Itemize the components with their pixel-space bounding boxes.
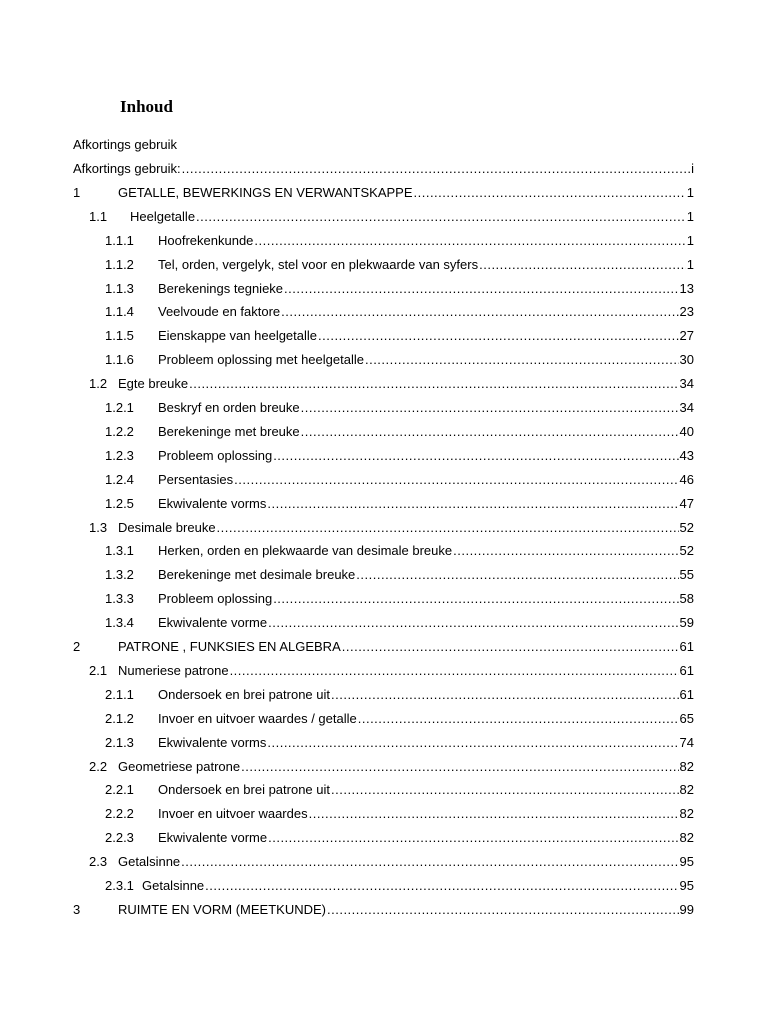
toc-entry-label: Afkortings gebruik: bbox=[73, 161, 181, 176]
toc-entry-page-number: 61 bbox=[679, 663, 694, 678]
toc-entry-label: Invoer en uitvoer waardes bbox=[158, 806, 308, 821]
toc-entry-number: 2.1.1 bbox=[105, 687, 134, 702]
dot-leader bbox=[327, 901, 679, 919]
dot-leader bbox=[273, 590, 678, 608]
toc-entry[interactable] bbox=[105, 399, 694, 417]
toc-entry-page-number: 23 bbox=[679, 304, 694, 319]
toc-entry-label: Getalsinne bbox=[118, 854, 181, 869]
toc-entry-label: Ekwivalente vorme bbox=[158, 615, 268, 630]
toc-entry-number: 1.3.4 bbox=[105, 615, 134, 630]
toc-entry-number: 2.3.1 bbox=[105, 878, 134, 893]
toc-entry[interactable] bbox=[89, 519, 694, 537]
toc-entry[interactable] bbox=[105, 351, 694, 369]
toc-entry-page-number: 43 bbox=[679, 448, 694, 463]
toc-entry-label: Hoofrekenkunde bbox=[158, 233, 254, 248]
toc-entry-number: 1.1.3 bbox=[105, 281, 134, 296]
dot-leader bbox=[318, 327, 679, 345]
toc-entry-page-number: 61 bbox=[679, 687, 694, 702]
toc-entry[interactable] bbox=[105, 829, 694, 847]
toc-entry-page-number: 46 bbox=[679, 472, 694, 487]
toc-entry[interactable] bbox=[105, 781, 694, 799]
toc-entry[interactable] bbox=[73, 638, 694, 656]
toc-entry-label: Persentasies bbox=[158, 472, 234, 487]
toc-entry-number: 2.2 bbox=[89, 759, 108, 774]
toc-entry-number: 1.2.4 bbox=[105, 472, 134, 487]
dot-leader bbox=[268, 829, 678, 847]
toc-entry[interactable] bbox=[73, 184, 694, 202]
toc-entry[interactable] bbox=[89, 662, 694, 680]
toc-entry-label: Eienskappe van heelgetalle bbox=[158, 328, 318, 343]
dot-leader bbox=[301, 399, 679, 417]
toc-entry-number: 1.2.5 bbox=[105, 496, 134, 511]
toc-entry-number: 2.2.2 bbox=[105, 806, 134, 821]
toc-entry-page-number: 82 bbox=[679, 806, 694, 821]
toc-entry[interactable] bbox=[105, 590, 694, 608]
toc-entry-label: Probleem oplossing bbox=[158, 448, 273, 463]
toc-entry-label: Numeriese patrone bbox=[118, 663, 229, 678]
toc-entry-page-number: 65 bbox=[679, 711, 694, 726]
toc-entry-number: 1.1 bbox=[89, 209, 108, 224]
dot-leader bbox=[254, 232, 685, 250]
toc-entry-page-number: 52 bbox=[679, 543, 694, 558]
toc-entry-number: 2.1 bbox=[89, 663, 108, 678]
toc-entry-page-number: 82 bbox=[679, 830, 694, 845]
toc-entry[interactable] bbox=[105, 877, 694, 895]
toc-entry-number: 1.1.6 bbox=[105, 352, 134, 367]
dot-leader bbox=[331, 781, 679, 799]
toc-entry-page-number: 95 bbox=[679, 878, 694, 893]
toc-entry-page-number: 74 bbox=[679, 735, 694, 750]
dot-leader bbox=[365, 351, 679, 369]
toc-entry-number: 1.1.2 bbox=[105, 257, 134, 272]
toc-entry-label: Geometriese patrone bbox=[118, 759, 241, 774]
dot-leader bbox=[196, 208, 686, 226]
toc-entry-label: Tel, orden, vergelyk, stel voor en plekwaarde van syfers bbox=[158, 257, 479, 272]
page-title: Inhoud bbox=[120, 97, 173, 116]
dot-leader bbox=[358, 710, 679, 728]
dot-leader bbox=[273, 447, 678, 465]
toc-entry-page-number: 1 bbox=[686, 257, 694, 272]
toc-entry-number: 2.3 bbox=[89, 854, 108, 869]
toc-entry-number: 1.3.2 bbox=[105, 567, 134, 582]
dot-leader bbox=[284, 280, 679, 298]
toc-entry-page-number: 40 bbox=[679, 424, 694, 439]
toc-entry-label: Heelgetalle bbox=[130, 209, 196, 224]
dot-leader bbox=[331, 686, 679, 704]
toc-entry-number: 1.2.2 bbox=[105, 424, 134, 439]
dot-leader bbox=[301, 423, 679, 441]
toc-entry[interactable] bbox=[105, 710, 694, 728]
toc-entry-page-number: 13 bbox=[679, 281, 694, 296]
toc-entry[interactable] bbox=[105, 232, 694, 250]
toc-entry-label: Getalsinne bbox=[142, 878, 205, 893]
toc-entry-number: 1.2.3 bbox=[105, 448, 134, 463]
toc-entry-page-number: 34 bbox=[679, 376, 694, 391]
dot-leader bbox=[267, 495, 678, 513]
toc-entry-label: Berekenings tegnieke bbox=[158, 281, 284, 296]
toc-entry-number: 2.1.2 bbox=[105, 711, 134, 726]
dot-leader bbox=[241, 758, 678, 776]
toc-entry[interactable] bbox=[105, 447, 694, 465]
toc-entry-page-number: 1 bbox=[686, 185, 694, 200]
toc-entry-number: 1.2 bbox=[89, 376, 108, 391]
toc-entry-label: Berekeninge met breuke bbox=[158, 424, 300, 439]
toc-entry-number: 1.1.1 bbox=[105, 233, 134, 248]
toc-entry-number: 2.2.3 bbox=[105, 830, 134, 845]
toc-entry[interactable] bbox=[105, 734, 694, 752]
toc-entry-number: 1.1.5 bbox=[105, 328, 134, 343]
toc-entry-label: Desimale breuke bbox=[118, 520, 216, 535]
toc-entry[interactable] bbox=[105, 805, 694, 823]
toc-entry[interactable] bbox=[89, 853, 694, 871]
toc-entry-page-number: 99 bbox=[679, 902, 694, 917]
toc-entry[interactable] bbox=[105, 303, 694, 321]
toc-entry[interactable] bbox=[105, 614, 694, 632]
toc-entry-label: Ekwivalente vorms bbox=[158, 735, 267, 750]
toc-entry-page-number: 47 bbox=[679, 496, 694, 511]
toc-entry-number: 1.2.1 bbox=[105, 400, 134, 415]
toc-entry-number: 2.1.3 bbox=[105, 735, 134, 750]
toc-entry-label: PATRONE , FUNKSIES EN ALGEBRA bbox=[118, 639, 341, 654]
toc-entry-label: Herken, orden en plekwaarde van desimale breuke bbox=[158, 543, 453, 558]
toc-entry-label: Beskryf en orden breuke bbox=[158, 400, 300, 415]
toc-entry-number: 2.2.1 bbox=[105, 782, 134, 797]
dot-leader bbox=[414, 184, 686, 202]
toc-entry-label: Probleem oplossing met heelgetalle bbox=[158, 352, 364, 367]
toc-entry-label: Ondersoek en brei patrone uit bbox=[158, 687, 330, 702]
dot-leader bbox=[309, 805, 679, 823]
dot-leader bbox=[268, 614, 678, 632]
toc-entry-label: RUIMTE EN VORM (MEETKUNDE) bbox=[118, 902, 326, 917]
dot-leader bbox=[356, 566, 678, 584]
toc-entry[interactable] bbox=[89, 375, 694, 393]
toc-entry-label: Invoer en uitvoer waardes / getalle bbox=[158, 711, 357, 726]
toc-entry-label: Ekwivalente vorms bbox=[158, 496, 267, 511]
toc-entry-page-number: 1 bbox=[686, 209, 694, 224]
toc-entry-page-number: 55 bbox=[679, 567, 694, 582]
toc-entry-page-number: 58 bbox=[679, 591, 694, 606]
toc-entry[interactable] bbox=[105, 686, 694, 704]
toc-entry-number: 1 bbox=[73, 185, 81, 200]
toc-entry[interactable] bbox=[73, 160, 694, 178]
dot-leader bbox=[342, 638, 679, 656]
toc-entry-number: 1.3 bbox=[89, 520, 108, 535]
toc-entry[interactable] bbox=[105, 327, 694, 345]
toc-entry[interactable] bbox=[73, 901, 694, 919]
dot-leader bbox=[234, 471, 678, 489]
toc-entry[interactable] bbox=[105, 566, 694, 584]
dot-leader bbox=[479, 256, 686, 274]
toc-entry-page-number: 82 bbox=[679, 782, 694, 797]
toc-subtitle: Afkortings gebruik bbox=[73, 137, 178, 152]
toc-entry-page-number: 30 bbox=[679, 352, 694, 367]
toc-entry-number: 1.3.3 bbox=[105, 591, 134, 606]
toc-entry[interactable] bbox=[105, 495, 694, 513]
dot-leader bbox=[281, 303, 678, 321]
dot-leader bbox=[453, 542, 678, 560]
toc-entry-page-number: 1 bbox=[686, 233, 694, 248]
toc-entry-number: 1.3.1 bbox=[105, 543, 134, 558]
dot-leader bbox=[205, 877, 678, 895]
toc-entry-number: 3 bbox=[73, 902, 81, 917]
toc-entry[interactable] bbox=[89, 208, 694, 226]
toc-entry-label: Ondersoek en brei patrone uit bbox=[158, 782, 330, 797]
toc-entry-page-number: 82 bbox=[679, 759, 694, 774]
dot-leader bbox=[267, 734, 678, 752]
toc-entry-label: Egte breuke bbox=[118, 376, 189, 391]
toc-entry-page-number: 27 bbox=[679, 328, 694, 343]
toc-entry-label: Berekeninge met desimale breuke bbox=[158, 567, 356, 582]
toc-entry[interactable] bbox=[105, 471, 694, 489]
toc-entry-label: Veelvoude en faktore bbox=[158, 304, 281, 319]
toc-entry-page-number: 52 bbox=[679, 520, 694, 535]
toc-entry-label: Ekwivalente vorme bbox=[158, 830, 268, 845]
dot-leader bbox=[217, 519, 679, 537]
toc-entry-page-number: 34 bbox=[679, 400, 694, 415]
toc-entry-page-number: i bbox=[691, 161, 694, 176]
toc-entry[interactable] bbox=[105, 280, 694, 298]
toc-entry[interactable] bbox=[105, 542, 694, 560]
dot-leader bbox=[189, 375, 678, 393]
dot-leader bbox=[230, 662, 679, 680]
dot-leader bbox=[182, 160, 690, 178]
toc-entry-page-number: 95 bbox=[679, 854, 694, 869]
toc-entry-label: GETALLE, BEWERKINGS EN VERWANTSKAPPE bbox=[118, 185, 413, 200]
toc-entry[interactable] bbox=[105, 256, 694, 274]
toc-entry-number: 1.1.4 bbox=[105, 304, 134, 319]
toc-entry[interactable] bbox=[105, 423, 694, 441]
toc-entry[interactable] bbox=[89, 758, 694, 776]
toc-entry-page-number: 61 bbox=[679, 639, 694, 654]
toc-entry-number: 2 bbox=[73, 639, 81, 654]
dot-leader bbox=[181, 853, 678, 871]
toc-entry-page-number: 59 bbox=[679, 615, 694, 630]
toc-entry-label: Probleem oplossing bbox=[158, 591, 273, 606]
